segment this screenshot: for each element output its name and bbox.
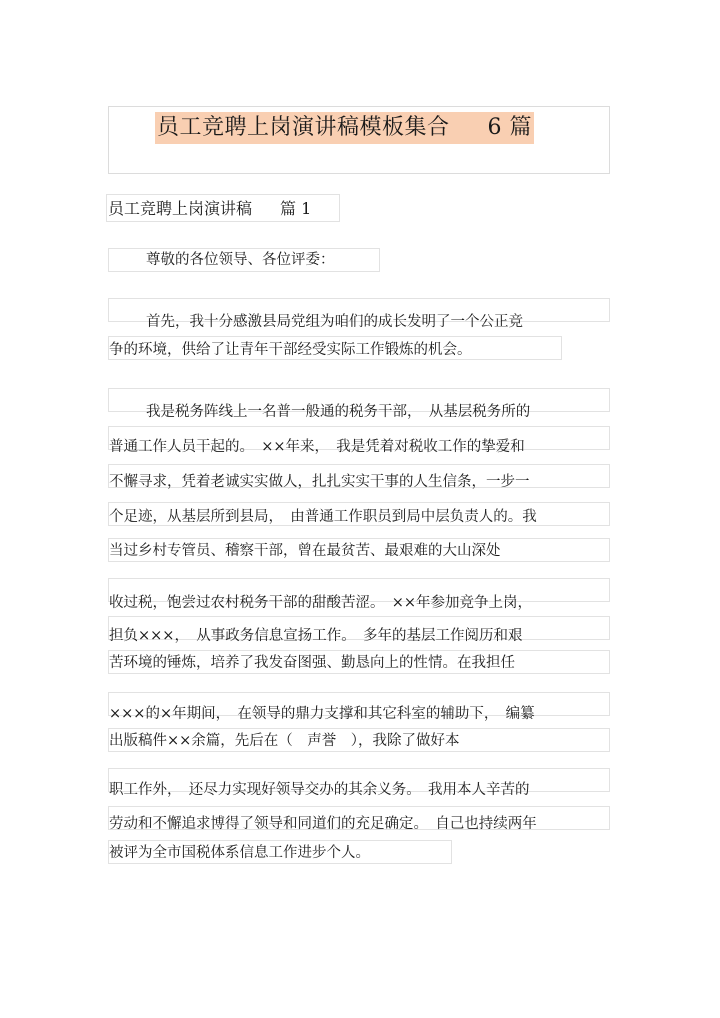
paragraph-line: 当过乡村专管员、稽察干部，曾在最贫苦、最艰难的大山深处 bbox=[109, 543, 501, 559]
paragraph-line: 被评为全市国税体系信息工作进步个人。 bbox=[109, 845, 370, 861]
paragraph-line: 职工作外， 还尽力实现好领导交办的其余义务。 我用本人辛苦的 bbox=[109, 782, 530, 798]
paragraph-line: 普通工作人员干起的。 ××年来， 我是凭着对税收工作的挚爱和 bbox=[109, 439, 525, 455]
paragraph-line: 出版稿件××余篇，先后在（ 声誉 ），我除了做好本 bbox=[109, 733, 460, 749]
paragraph-line: 我是税务阵线上一名普一般通的税务干部， 从基层税务所的 bbox=[146, 404, 531, 420]
paragraph-line: 劳动和不懈追求博得了领导和同道们的充足确定。 自己也持续两年 bbox=[109, 816, 537, 832]
document-title bbox=[155, 112, 534, 144]
paragraph-line: ×××的×年期间， 在领导的鼎力支撑和其它科室的辅助下， 编纂 bbox=[109, 706, 535, 722]
paragraph-line: 苦环境的锤炼，培养了我发奋图强、勤恳向上的性情。在我担任 bbox=[109, 655, 515, 671]
title-count: 6 篇 bbox=[487, 115, 533, 140]
section-heading bbox=[108, 196, 311, 222]
title-text: 员工竞聘上岗演讲稿模板集合 bbox=[157, 115, 450, 140]
section-heading-text: 员工竞聘上岗演讲稿 bbox=[108, 199, 253, 218]
paragraph-line: 收过税，饱尝过农村税务干部的甜酸苦涩。 ××年参加竞争上岗， bbox=[109, 595, 533, 611]
paragraph-line: 争的环境，供给了让青年干部经受实际工作锻炼的机会。 bbox=[109, 342, 472, 358]
paragraph-line: 个足迹，从基层所到县局， 由普通工作职员到局中层负责人的。我 bbox=[109, 509, 537, 525]
paragraph-line: 首先，我十分感激县局党组为咱们的成长发明了一个公正竞 bbox=[146, 314, 523, 330]
section-number: 篇 1 bbox=[280, 199, 312, 218]
salutation: 尊敬的各位领导、各位评委： bbox=[146, 252, 335, 268]
paragraph-line: 担负×××， 从事政务信息宣扬工作。 多年的基层工作阅历和艰 bbox=[109, 628, 523, 644]
paragraph-line: 不懈寻求，凭着老诚实实做人，扎扎实实干事的人生信条，一步一 bbox=[109, 474, 530, 490]
